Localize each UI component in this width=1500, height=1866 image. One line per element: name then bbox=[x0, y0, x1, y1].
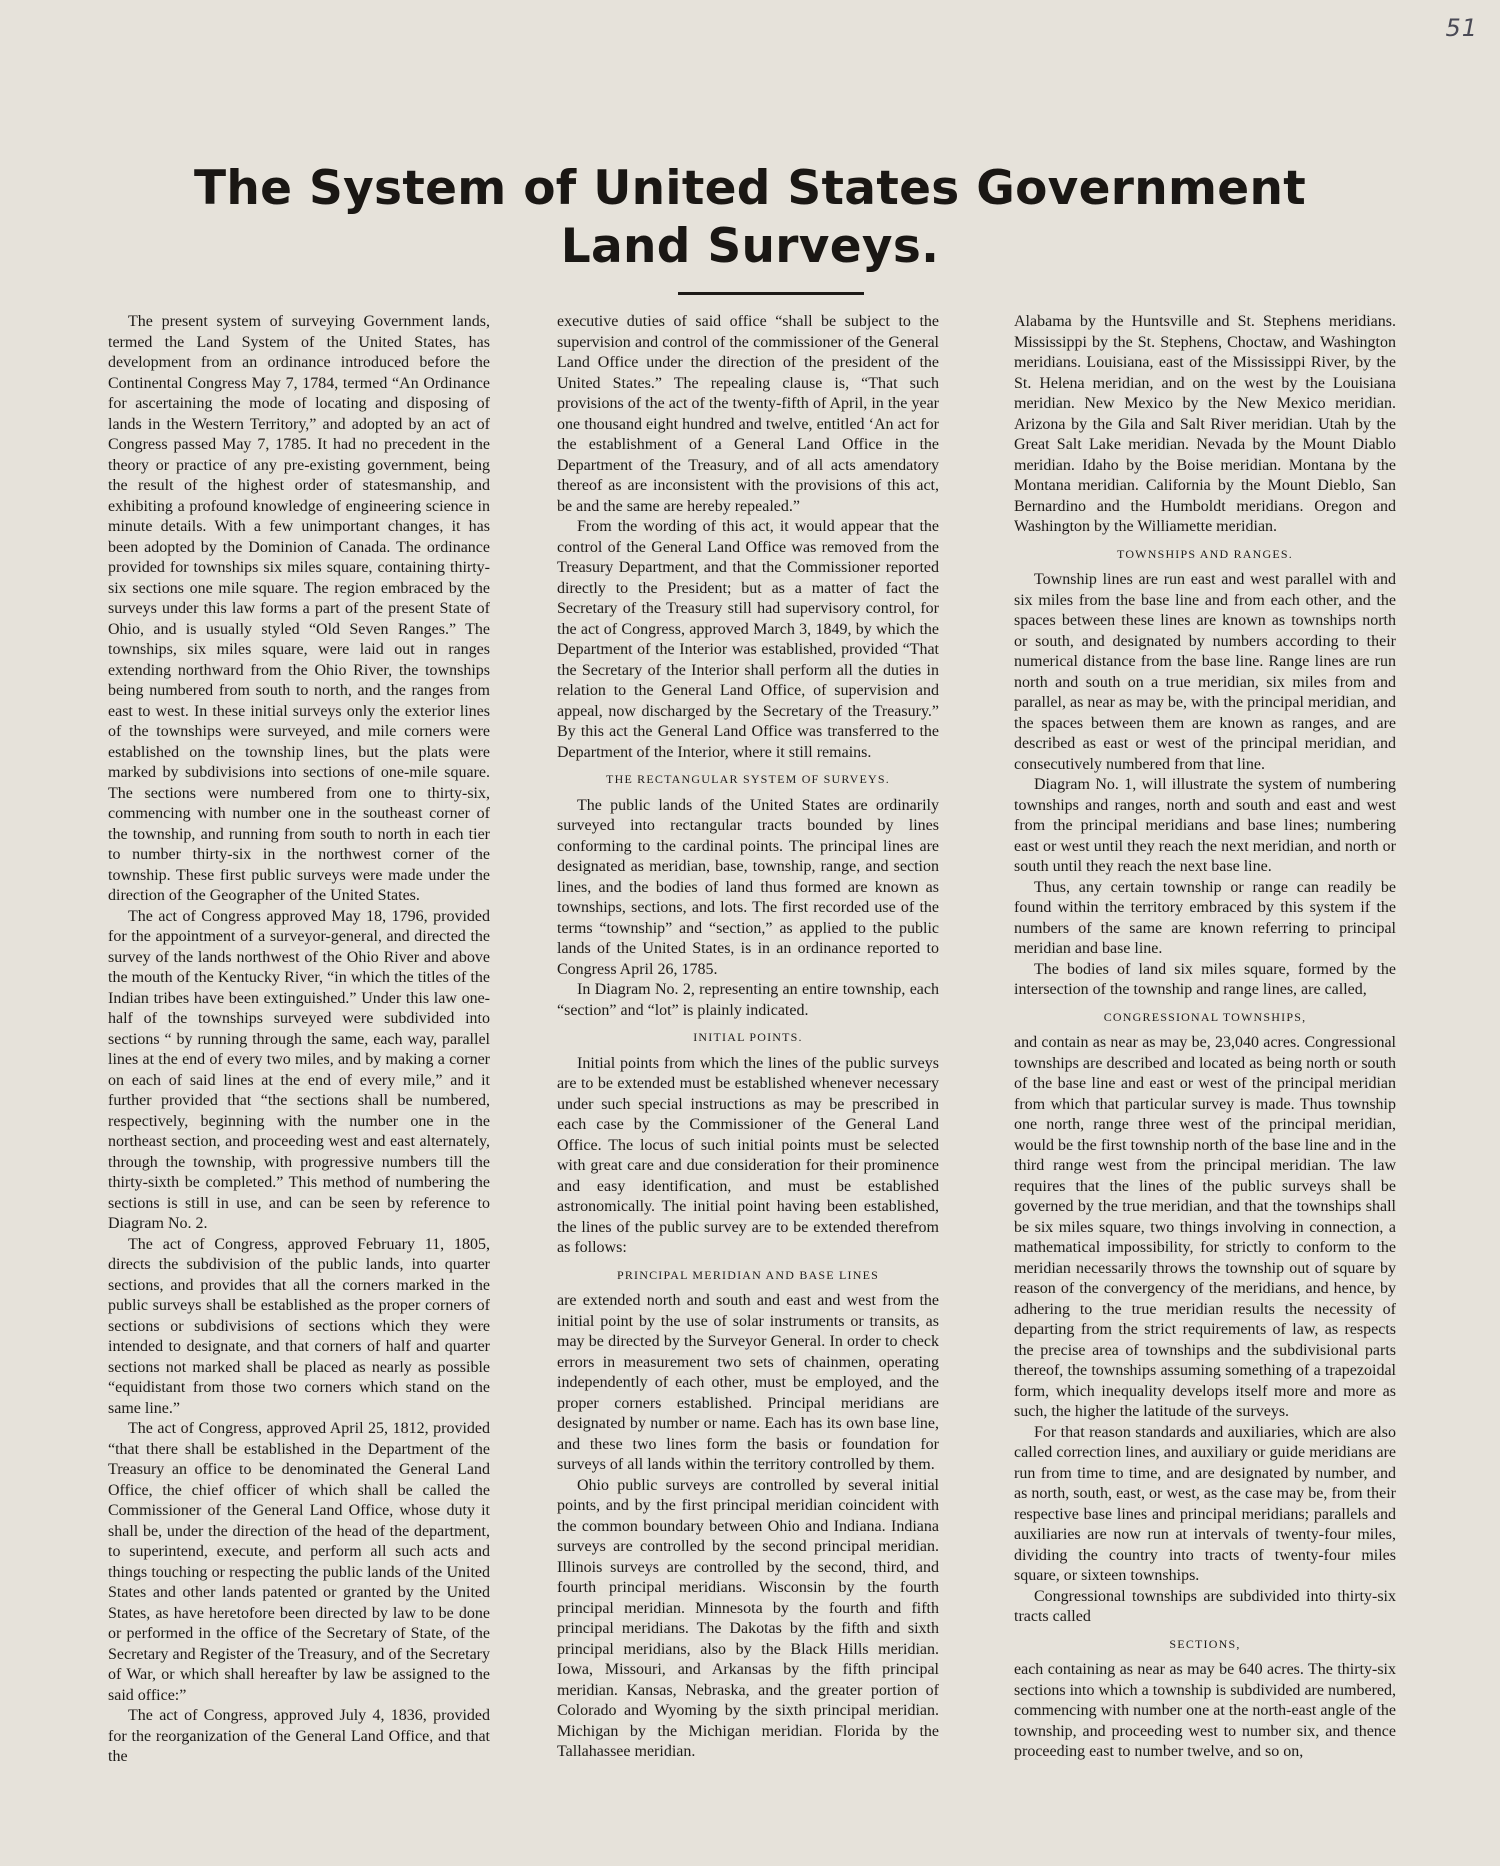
page-title bbox=[0, 160, 1500, 276]
section-heading: PRINCIPAL MERIDIAN AND BASE LINES bbox=[616, 1267, 880, 1282]
title-divider bbox=[678, 292, 864, 295]
paragraph: The bodies of land six miles square, formed by the intersection of the township and range lines, are called, bbox=[1014, 960, 1396, 998]
paragraph: are extended north and south and east and west from the initial point by the use of solar instruments or transits, as may be directed by the Surveyor General. In order to check errors in measurement two sets of chainmen, operating independently of each other, must be employed, and the proper corners established. Principal meridians are designated by number or name. Each has its own base line, and these two lines form the basis or foundation for surveys of all lands within the territory controlled by them. bbox=[557, 1292, 939, 1473]
page-number: 51 bbox=[1445, 14, 1478, 42]
column-2 bbox=[557, 312, 939, 1763]
paragraph: Diagram No. 1, will illustrate the system of numbering townships and ranges, north and south and east and west from the principal meridians and base lines; numbering east or west until they reach the next meridian, and north or south until they reach the next base line. bbox=[1014, 776, 1396, 875]
column-3 bbox=[1014, 312, 1396, 1763]
paragraph: The act of Congress, approved April 25, 1812, provided “that there shall be established in the Department of the Treasury an office to be denominated the General Land Office, the chief officer of which shall be called the Commissioner of the General Land Office, whose duty it shall be, under the direction of the head of the department, to superintend, execute, and perform all such acts and things touching or respecting the public lands of the United States and other lands patented or granted by the United States, as have heretofore been directed by law to be done or performed in the office of the Secretary of State, of the Secretary and Register of the Treasury, and of the Secretary of War, or which shall hereafter by law be assigned to the said office:” bbox=[108, 1420, 490, 1704]
paragraph: The act of Congress, approved July 4, 1836, provided for the reorganization of the General Land Office, and that the bbox=[108, 1707, 490, 1765]
paragraph: Thus, any certain township or range can readily be found within the territory embraced by this system if the numbers of the same are known referring to principal meridian and base line. bbox=[1014, 878, 1396, 957]
paragraph: Initial points from which the lines of the public surveys are to be extended must be established whenever necessary under such special instructions as may be prescribed in each case by the Commissioner of the General Land Office. The locus of such initial points must be selected with great care and due consideration for their prominence and easy identification, and must be established astronomically. The initial point having been established, the lines of the public survey are to be extended therefrom as follows: bbox=[557, 1054, 939, 1256]
section-heading: THE RECTANGULAR SYSTEM OF SURVEYS. bbox=[606, 772, 890, 786]
paragraph: Alabama by the Huntsville and St. Stephens meridians. Mississippi by the St. Stephens, Choctaw, and Washington meridians. Louisiana, east of the Mississippi River, by the St. Helena meridian, and on the west by the Louisiana meridian. New Mexico by the New Mexico meridian. Arizona by the Gila and Salt River meridian. Utah by the Great Salt Lake meridian. Nevada by the Mount Diablo meridian. Idaho by the Boise meridian. Montana by the Montana meridian. California by the Mount Dieblo, San Bernardino and the Humboldt meridians. Oregon and Washington by the Williamette meridian. bbox=[1014, 313, 1396, 535]
column-1 bbox=[108, 312, 490, 1768]
paragraph: The act of Congress, approved February 11, 1805, directs the subdivision of the public lands, into quarter sections, and provides that all the corners marked in the public surveys shall be established as the proper corners of sections or subdivisions of sections which they were intended to designate, and that corners of half and quarter sections not marked shall be placed as nearly as possible “equidistant from those two corners which stand on the same line.” bbox=[108, 1235, 490, 1417]
paragraph: executive duties of said office “shall be subject to the supervision and control of the commissioner of the General Land Office under the direction of the president of the United States.” The repealing clause is, “That such provisions of the act of the twenty-fifth of April, in the year one thousand eight hundred and twelve, entitled ‘An act for the establishment of a General Land Office in the Department of the Treasury, and of all acts amendatory thereof as are inconsistent with the provisions of this act, be and the same are hereby repealed.” bbox=[557, 313, 939, 515]
paragraph: The present system of surveying Government lands, termed the Land System of the United States, has development from an ordinance introduced before the Continental Congress May 7, 1784, termed “An Ordinance for ascertaining the mode of locating and disposing of lands in the Western Territory,” and adopted by an act of Congress passed May 7, 1785. It had no precedent in the theory or practice of any pre-existing government, being the result of the highest order of statesmanship, and exhibiting a profound knowledge of engineering science in minute details. With a few unimportant changes, it has been adopted by the Dominion of Canada. The ordinance provided for townships six miles square, containing thirty-six sections one mile square. The region embraced by the surveys under this law forms a part of the present State of Ohio, and is usually styled “Old Seven Ranges.” The townships, six miles square, were laid out in ranges extending northward from the Ohio River, the townships being numbered from south to north, and the ranges from east to west. In these initial surveys only the exterior lines of the townships were surveyed, and mile corners were established on the township lines, but the plats were marked by subdivisions into sections of one-mile square. The sections were numbered from one to thirty-six, commencing with number one in the southeast corner of the township, and running from south to north in each tier to number thirty-six in the northwest corner of the township. These first public surveys were made under the direction of the Geographer of the United States. bbox=[108, 313, 490, 904]
paragraph: The act of Congress approved May 18, 1796, provided for the appointment of a surveyor-general, and directed the survey of the lands northwest of the Ohio River and above the mouth of the Kentucky River, “in which the titles of the Indian tribes have been extinguished.” Under this law one-half of the townships surveyed were subdivided into sections “ by running through the same, each way, parallel lines at the end of every two miles, and by making a corner on each of said lines at the end of every mile,” and it further provided that “the sections shall be numbered, respectively, beginning with the number one in the northeast section, and proceeding west and east alternately, through the township, with progressive numbers till the thirty-sixth be completed.” This method of numbering the sections is still in use, and can be seen by reference to Diagram No. 2. bbox=[108, 907, 490, 1232]
title-line-1: The System of United States Government bbox=[194, 161, 1306, 216]
section-heading: TOWNSHIPS AND RANGES. bbox=[1117, 546, 1293, 561]
section-heading: CONGRESSIONAL TOWNSHIPS, bbox=[1103, 1009, 1307, 1024]
paragraph: For that reason standards and auxiliaries, which are also called correction lines, and auxiliary or guide meridians are run from time to time, and are designated by number, and as north, south, east, or west, as the case may be, from their respective base lines and principal meridians; parallels and auxiliaries are now run at intervals of twenty-four miles, dividing the country into tracts of twenty-four miles square, or sixteen townships. bbox=[1014, 1423, 1396, 1584]
title-line-2: Land Surveys. bbox=[560, 219, 940, 274]
paragraph: each containing as near as may be 640 acres. The thirty-six sections into which a township is subdivided are numbered, commencing with number one at the north-east angle of the township, and proceeding west to number six, and thence proceeding east to number twelve, and so on, bbox=[1014, 1661, 1396, 1760]
paragraph: Township lines are run east and west parallel with and six miles from the base line and from each other, and the spaces between these lines are known as townships north or south, and designated by numbers according to their numerical distance from the base line. Range lines are run north and south on a true meridian, six miles from and parallel, as near as may be, with the principal meridian, and the spaces between them are known as ranges, and are described as east or west of the principal meridian, and consecutively numbered from that line. bbox=[1014, 571, 1396, 773]
section-heading: SECTIONS, bbox=[1169, 1636, 1241, 1651]
section-heading: INITIAL POINTS. bbox=[693, 1030, 803, 1044]
paragraph: The public lands of the United States are ordinarily surveyed into rectangular tracts bounded by lines conforming to the cardinal points. The principal lines are designated as meridian, base, township, range, and section lines, and the bodies of land thus formed are known as townships, sections, and lots. The first recorded use of the terms “township” and “section,” as applied to the public lands of the United States, is in an ordinance reported to Congress April 26, 1785. bbox=[557, 796, 939, 978]
paragraph: Ohio public surveys are controlled by several initial points, and by the first principal meridian coincident with the common boundary between Ohio and Indiana. Indiana surveys are controlled by the second principal meridian. Illinois surveys are controlled by the second, third, and fourth principal meridians. Wisconsin by the fourth principal meridian. Minnesota by the fourth and fifth principal meridians. The Dakotas by the fifth and sixth principal meridians, also by the Black Hills meridian. Iowa, Missouri, and Arkansas by the fifth principal meridian. Kansas, Nebraska, and the greater portion of Colorado and Wyoming by the sixth principal meridian. Michigan by the Michigan meridian. Florida by the Tallahassee meridian. bbox=[557, 1476, 939, 1760]
paragraph: From the wording of this act, it would appear that the control of the General Land Office was removed from the Treasury Department, and that the Commissioner reported directly to the President; but as a matter of fact the Secretary of the Treasury still had supervisory control, for the act of Congress, approved March 3, 1849, by which the Department of the Interior was established, provided “That the Secretary of the Interior shall perform all the duties in relation to the General Land Office, of supervision and appeal, now discharged by the Secretary of the Treasury.” By this act the General Land Office was transferred to the Department of the Interior, where it still remains. bbox=[557, 518, 939, 761]
paragraph: Congressional townships are subdivided into thirty-six tracts called bbox=[1014, 1587, 1396, 1625]
paragraph: and contain as near as may be, 23,040 acres. Congressional townships are described and located as being north or south of the base line and east or west of the principal meridian from which that particular survey is made. Thus township one north, range three west of the principal meridian, would be the first township north of the base line and in the third range west from the principal meridian. The law requires that the lines of the public surveys shall be governed by the true meridian, and that the townships shall be six miles square, two things involving in connection, a mathematical impossibility, for strictly to conform to the meridian necessarily throws the township out of square by reason of the convergency of the meridians, and hence, by adhering to the true meridian results the necessity of departing from the strict requirements of law, as respects the precise area of townships and the subdivisional parts thereof, the townships assuming something of a trapezoidal form, which inequality develops itself more and more as such, the higher the latitude of the surveys. bbox=[1014, 1034, 1396, 1420]
paragraph: In Diagram No. 2, representing an entire township, each “section” and “lot” is plainly indicated. bbox=[557, 981, 939, 1019]
